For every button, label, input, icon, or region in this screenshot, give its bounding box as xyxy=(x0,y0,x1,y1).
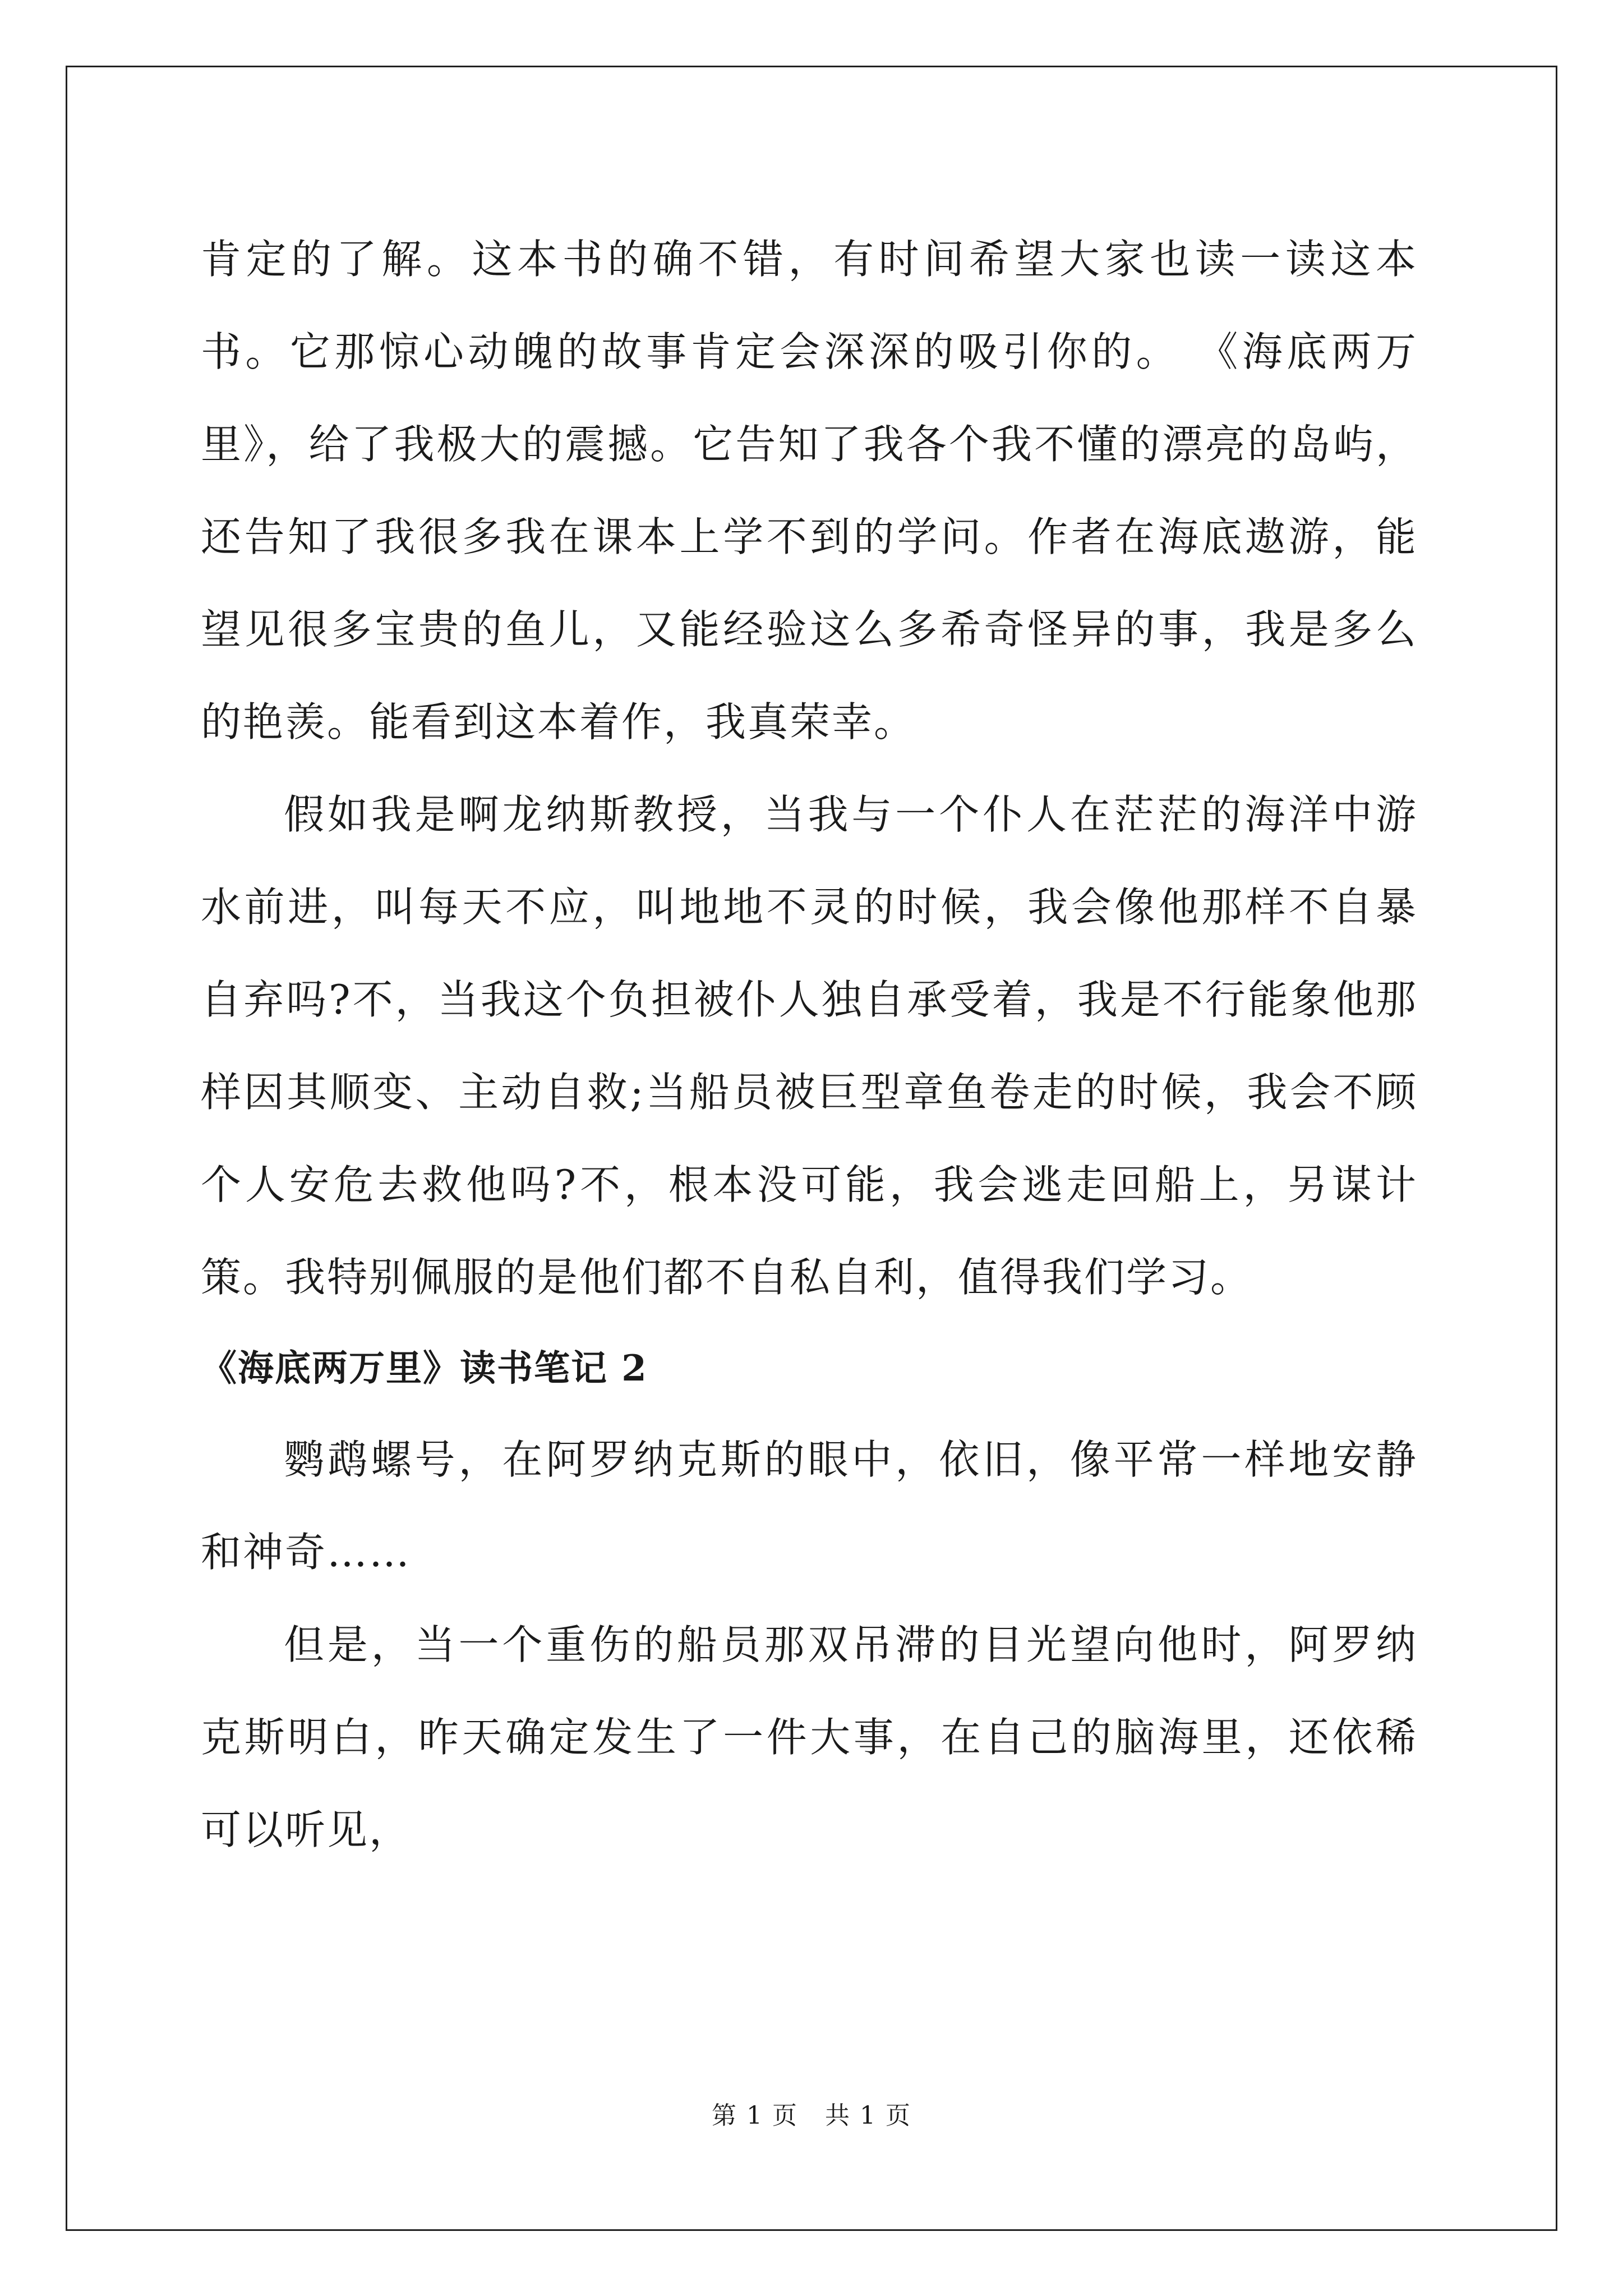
paragraph-nautilus: 鹦鹉螺号，在阿罗纳克斯的眼中，依旧，像平常一样地安静和神奇…… xyxy=(201,1436,1418,1576)
paragraph-crew: 但是，当一个重伤的船员那双吊滞的目光望向他时，阿罗纳克斯明白，昨天确定发生了一件大事，在自己的脑海里，还依稀可以听见， xyxy=(201,1621,1418,1853)
paragraph-professor: 假如我是啊龙纳斯教授，当我与一个仆人在茫茫的海洋中游水前进，叫每天不应，叫地地不灵的时候，我会像他那样不自暴自弃吗?不，当我这个负担被仆人独自承受着，我是不行能象他那样因其顺变、主动自救;当船员被巨型章鱼卷走的时候，我会不顾个人安危去救他吗?不，根本没可能，我会逃走回船上，另谋计策。我特别佩服的是他们都不自私自利，值得我们学习。 xyxy=(201,791,1418,1301)
section-heading: 《海底两万里》读书笔记 2 xyxy=(201,1347,648,1389)
document-body xyxy=(201,213,1418,1876)
paragraph-intro: 肯定的了解。这本书的确不错，有时间希望大家也读一读这本书。它那惊心动魄的故事肯定会深深的吸引你的。 《海底两万里》，给了我极大的震撼。它告知了我各个我不懂的漂亮的岛屿，还告知了我很多我在课本上学不到的学问。作者在海底遨游，能望见很多宝贵的鱼儿，又能经验这么多希奇怪异的事，我是多么的艳羡。能看到这本着作，我真荣幸。 xyxy=(201,236,1418,746)
page-number-footer: 第 1 页 共 1 页 xyxy=(712,2101,911,2130)
